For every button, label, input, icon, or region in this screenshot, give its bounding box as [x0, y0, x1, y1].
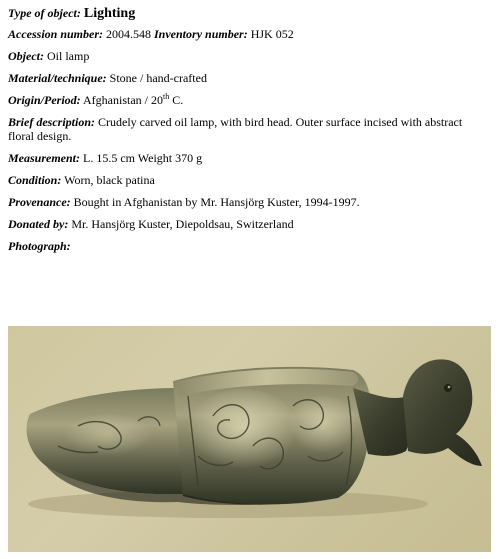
inventory-number-label: Inventory number: [154, 27, 248, 41]
origin-period-value-suffix: C. [169, 93, 184, 107]
origin-period-label: Origin/Period: [8, 93, 81, 107]
provenance-label: Provenance: [8, 195, 71, 209]
origin-period-value [83, 93, 183, 107]
provenance-value: Bought in Afghanistan by Mr. Hansjörg Kuster, 1994-1997. [73, 195, 360, 209]
object-row [8, 49, 490, 63]
origin-period-value-prefix: Afghanistan / 20 [83, 93, 164, 107]
measurement-value: L. 15.5 cm Weight 370 g [83, 151, 203, 165]
type-of-object-row [8, 6, 490, 21]
material-technique-label: Material/technique: [8, 71, 107, 85]
donated-by-label: Donated by: [8, 217, 69, 231]
condition-label: Condition: [8, 173, 62, 187]
accession-row [8, 27, 490, 41]
photograph-row [8, 239, 490, 253]
material-technique-row [8, 71, 490, 85]
material-technique-value: Stone / hand-crafted [109, 71, 207, 85]
type-of-object-value: Lighting [83, 6, 136, 21]
origin-period-value-sup: th [163, 92, 170, 101]
accession-number-value: 2004.548 [106, 27, 152, 41]
object-record [8, 6, 490, 261]
type-of-object-label: Type of object: [8, 6, 81, 20]
accession-number-label: Accession number: [8, 27, 104, 41]
photograph-label: Photograph: [8, 239, 71, 253]
brief-description-row [8, 115, 490, 143]
measurement-row [8, 151, 490, 165]
oil-lamp-image [8, 326, 491, 552]
donated-by-row [8, 217, 490, 231]
brief-description-value: Crudely carved oil lamp, with bird head. Outer surface incised with abstract floral design. [8, 115, 463, 143]
donated-by-value: Mr. Hansjörg Kuster, Diepoldsau, Switzerland [71, 217, 294, 231]
measurement-label: Measurement: [8, 151, 80, 165]
origin-period-row [8, 93, 490, 107]
condition-row [8, 173, 490, 187]
inventory-number-value: HJK 052 [250, 27, 294, 41]
object-label: Object: [8, 49, 44, 63]
object-photograph [8, 326, 491, 552]
condition-value: Worn, black patina [64, 173, 155, 187]
provenance-row [8, 195, 490, 209]
object-value: Oil lamp [46, 49, 90, 63]
brief-description-label: Brief description: [8, 115, 95, 129]
